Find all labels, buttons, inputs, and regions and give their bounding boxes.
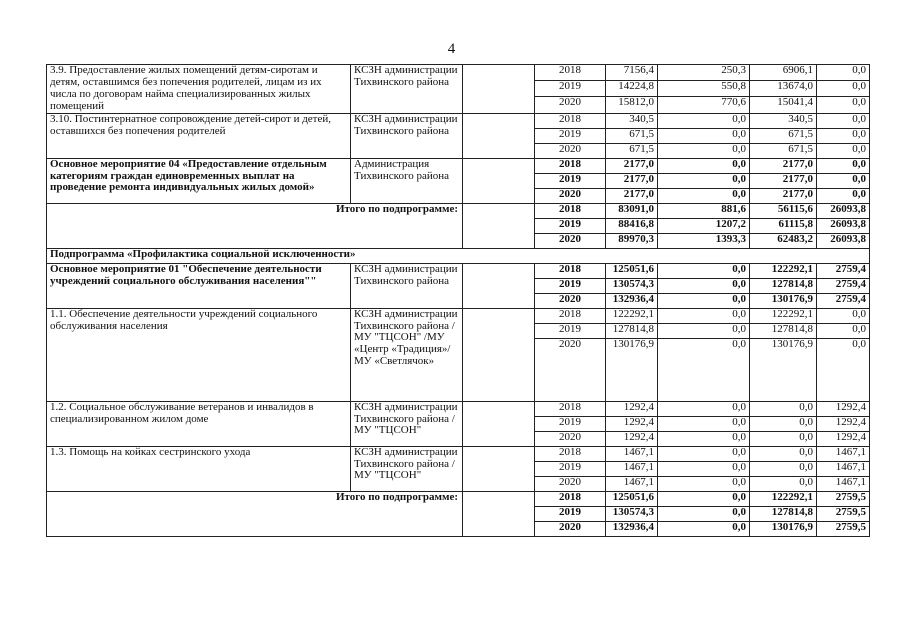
year-cell: 2020 (535, 338, 606, 401)
spacer-cell (463, 113, 535, 158)
table-row (47, 113, 870, 128)
value-cell-total: 15812,0 (606, 97, 658, 113)
value-cell-c1: 0,0 (658, 128, 750, 143)
activity-name: 1.2. Социальное обслуживание ветеранов и инвалидов в специализированном жилом доме (47, 401, 351, 446)
value-cell-c1: 0,0 (658, 173, 750, 188)
activity-name: Основное мероприятие 01 "Обеспечение деятельности учреждений социального обслуживания населения"" (47, 263, 351, 308)
year-cell: 2020 (535, 233, 606, 248)
value-cell-c2: 15041,4 (750, 97, 817, 113)
year-cell: 2020 (535, 431, 606, 446)
value-cell-c1: 770,6 (658, 97, 750, 113)
value-cell-c3: 0,0 (817, 113, 870, 128)
value-cell-c1: 0,0 (658, 308, 750, 323)
year-cell: 2020 (535, 521, 606, 536)
value-cell-c1: 0,0 (658, 431, 750, 446)
value-cell-total: 1467,1 (606, 476, 658, 491)
value-cell-c2: 122292,1 (750, 263, 817, 278)
value-cell-c3: 0,0 (817, 65, 870, 81)
year-cell: 2019 (535, 323, 606, 338)
value-cell-c1: 0,0 (658, 188, 750, 203)
value-cell-c3: 1467,1 (817, 446, 870, 461)
year-cell: 2019 (535, 81, 606, 97)
value-cell-c2: 0,0 (750, 476, 817, 491)
year-cell: 2019 (535, 128, 606, 143)
value-cell-total: 671,5 (606, 143, 658, 158)
total-row (47, 491, 870, 506)
value-cell-c2: 127814,8 (750, 323, 817, 338)
value-cell-c3: 0,0 (817, 173, 870, 188)
value-cell-total: 88416,8 (606, 218, 658, 233)
value-cell-c1: 0,0 (658, 506, 750, 521)
year-cell: 2018 (535, 401, 606, 416)
value-cell-c2: 130176,9 (750, 338, 817, 401)
value-cell-c3: 2759,5 (817, 506, 870, 521)
value-cell-c2: 127814,8 (750, 278, 817, 293)
executor: КСЗН администрации Тихвинского района (351, 113, 463, 158)
value-cell-c3: 2759,5 (817, 491, 870, 506)
year-cell: 2018 (535, 263, 606, 278)
value-cell-c3: 26093,8 (817, 233, 870, 248)
value-cell-c2: 122292,1 (750, 491, 817, 506)
executor: Администрация Тихвинского района (351, 158, 463, 203)
total-label: Итого по подпрограмме: (47, 203, 463, 248)
value-cell-c2: 13674,0 (750, 81, 817, 97)
page-number: 4 (447, 41, 456, 57)
value-cell-total: 14224,8 (606, 81, 658, 97)
value-cell-c2: 671,5 (750, 128, 817, 143)
value-cell-c1: 0,0 (658, 521, 750, 536)
value-cell-c3: 0,0 (817, 143, 870, 158)
year-cell: 2020 (535, 143, 606, 158)
activity-name: 1.1. Обеспечение деятельности учреждений социального обслуживания населения (47, 308, 351, 401)
value-cell-total: 130574,3 (606, 278, 658, 293)
value-cell-total: 122292,1 (606, 308, 658, 323)
value-cell-c3: 1467,1 (817, 476, 870, 491)
value-cell-c2: 0,0 (750, 446, 817, 461)
year-cell: 2018 (535, 65, 606, 81)
table-row (47, 401, 870, 416)
budget-table (46, 64, 870, 537)
value-cell-c2: 0,0 (750, 431, 817, 446)
value-cell-c1: 0,0 (658, 461, 750, 476)
value-cell-c1: 0,0 (658, 476, 750, 491)
executor: КСЗН администрации Тихвинского района / МУ "ТЦСОН" (351, 446, 463, 491)
value-cell-c3: 1292,4 (817, 431, 870, 446)
executor: КСЗН администрации Тихвинского района / МУ "ТЦСОН" /МУ «Центр «Традиция»/МУ «Светлячок» (351, 308, 463, 401)
value-cell-c3: 0,0 (817, 323, 870, 338)
table-row (47, 446, 870, 461)
value-cell-c1: 0,0 (658, 293, 750, 308)
value-cell-c2: 62483,2 (750, 233, 817, 248)
value-cell-c1: 0,0 (658, 491, 750, 506)
year-cell: 2018 (535, 203, 606, 218)
value-cell-total: 132936,4 (606, 521, 658, 536)
value-cell-c3: 26093,8 (817, 203, 870, 218)
year-cell: 2018 (535, 158, 606, 173)
value-cell-total: 2177,0 (606, 173, 658, 188)
value-cell-total: 83091,0 (606, 203, 658, 218)
value-cell-c1: 550,8 (658, 81, 750, 97)
value-cell-c2: 2177,0 (750, 158, 817, 173)
value-cell-c2: 56115,6 (750, 203, 817, 218)
value-cell-c3: 0,0 (817, 97, 870, 113)
value-cell-c2: 0,0 (750, 401, 817, 416)
value-cell-c2: 0,0 (750, 461, 817, 476)
activity-name: 3.10. Постинтернатное сопровождение детей-сирот и детей, оставшихся без попечения родителей (47, 113, 351, 158)
value-cell-c3: 2759,4 (817, 278, 870, 293)
value-cell-c2: 6906,1 (750, 65, 817, 81)
value-cell-c1: 250,3 (658, 65, 750, 81)
year-cell: 2019 (535, 278, 606, 293)
value-cell-c1: 0,0 (658, 113, 750, 128)
spacer-cell (463, 158, 535, 203)
value-cell-c3: 0,0 (817, 188, 870, 203)
value-cell-c3: 0,0 (817, 81, 870, 97)
activity-name: 3.9. Предоставление жилых помещений детям-сиротам и детям, оставшимся без попечения родителей, лицам из их числа по договорам найма специализированных жилых помещений (47, 65, 351, 114)
value-cell-c1: 0,0 (658, 263, 750, 278)
value-cell-c2: 122292,1 (750, 308, 817, 323)
value-cell-c1: 0,0 (658, 338, 750, 401)
table-row (47, 308, 870, 323)
executor: КСЗН администрации Тихвинского района (351, 65, 463, 114)
value-cell-c3: 1292,4 (817, 416, 870, 431)
value-cell-c1: 0,0 (658, 446, 750, 461)
table-row (47, 263, 870, 278)
value-cell-c3: 0,0 (817, 158, 870, 173)
value-cell-c3: 2759,5 (817, 521, 870, 536)
value-cell-total: 125051,6 (606, 491, 658, 506)
value-cell-c2: 2177,0 (750, 188, 817, 203)
value-cell-c3: 1292,4 (817, 401, 870, 416)
year-cell: 2019 (535, 461, 606, 476)
executor: КСЗН администрации Тихвинского района (351, 263, 463, 308)
value-cell-total: 1292,4 (606, 416, 658, 431)
spacer-cell (463, 263, 535, 308)
value-cell-c3: 0,0 (817, 308, 870, 323)
year-cell: 2020 (535, 476, 606, 491)
executor: КСЗН администрации Тихвинского района / МУ "ТЦСОН" (351, 401, 463, 446)
value-cell-c3: 2759,4 (817, 293, 870, 308)
value-cell-c1: 0,0 (658, 143, 750, 158)
value-cell-c2: 0,0 (750, 416, 817, 431)
year-cell: 2020 (535, 188, 606, 203)
value-cell-total: 340,5 (606, 113, 658, 128)
value-cell-total: 1467,1 (606, 461, 658, 476)
table-row (47, 158, 870, 173)
value-cell-total: 1292,4 (606, 431, 658, 446)
spacer-cell (463, 308, 535, 401)
value-cell-c1: 0,0 (658, 323, 750, 338)
spacer-cell (463, 446, 535, 491)
activity-name: 1.3. Помощь на койках сестринского ухода (47, 446, 351, 491)
value-cell-total: 132936,4 (606, 293, 658, 308)
value-cell-c1: 1207,2 (658, 218, 750, 233)
year-cell: 2018 (535, 113, 606, 128)
year-cell: 2018 (535, 491, 606, 506)
year-cell: 2019 (535, 218, 606, 233)
value-cell-c3: 2759,4 (817, 263, 870, 278)
spacer-cell (463, 203, 535, 248)
value-cell-c3: 0,0 (817, 338, 870, 401)
subprogram-heading: Подпрограмма «Профилактика социальной исключенности» (47, 248, 870, 263)
value-cell-c1: 0,0 (658, 416, 750, 431)
value-cell-c1: 0,0 (658, 401, 750, 416)
spacer-cell (463, 491, 535, 536)
value-cell-total: 89970,3 (606, 233, 658, 248)
value-cell-total: 125051,6 (606, 263, 658, 278)
table-row (47, 65, 870, 81)
value-cell-total: 2177,0 (606, 158, 658, 173)
value-cell-total: 671,5 (606, 128, 658, 143)
subprogram-heading-row (47, 248, 870, 263)
value-cell-c1: 0,0 (658, 278, 750, 293)
value-cell-total: 127814,8 (606, 323, 658, 338)
value-cell-c2: 340,5 (750, 113, 817, 128)
value-cell-c3: 1467,1 (817, 461, 870, 476)
year-cell: 2018 (535, 308, 606, 323)
year-cell: 2019 (535, 506, 606, 521)
activity-name: Основное мероприятие 04 «Предоставление отдельным категориям граждан единовременных выплат на проведение ремонта индивидуальных жилых домой» (47, 158, 351, 203)
value-cell-c2: 671,5 (750, 143, 817, 158)
year-cell: 2018 (535, 446, 606, 461)
total-label: Итого по подпрограмме: (47, 491, 463, 536)
spacer-cell (463, 65, 535, 114)
value-cell-c2: 61115,8 (750, 218, 817, 233)
year-cell: 2019 (535, 416, 606, 431)
value-cell-total: 2177,0 (606, 188, 658, 203)
value-cell-c1: 0,0 (658, 158, 750, 173)
value-cell-total: 130574,3 (606, 506, 658, 521)
value-cell-c3: 0,0 (817, 128, 870, 143)
value-cell-c2: 130176,9 (750, 293, 817, 308)
value-cell-c1: 881,6 (658, 203, 750, 218)
year-cell: 2020 (535, 97, 606, 113)
value-cell-total: 7156,4 (606, 65, 658, 81)
value-cell-total: 1467,1 (606, 446, 658, 461)
value-cell-c3: 26093,8 (817, 218, 870, 233)
value-cell-c1: 1393,3 (658, 233, 750, 248)
value-cell-c2: 2177,0 (750, 173, 817, 188)
value-cell-total: 1292,4 (606, 401, 658, 416)
value-cell-total: 130176,9 (606, 338, 658, 401)
spacer-cell (463, 401, 535, 446)
value-cell-c2: 130176,9 (750, 521, 817, 536)
year-cell: 2020 (535, 293, 606, 308)
total-row (47, 203, 870, 218)
year-cell: 2019 (535, 173, 606, 188)
value-cell-c2: 127814,8 (750, 506, 817, 521)
